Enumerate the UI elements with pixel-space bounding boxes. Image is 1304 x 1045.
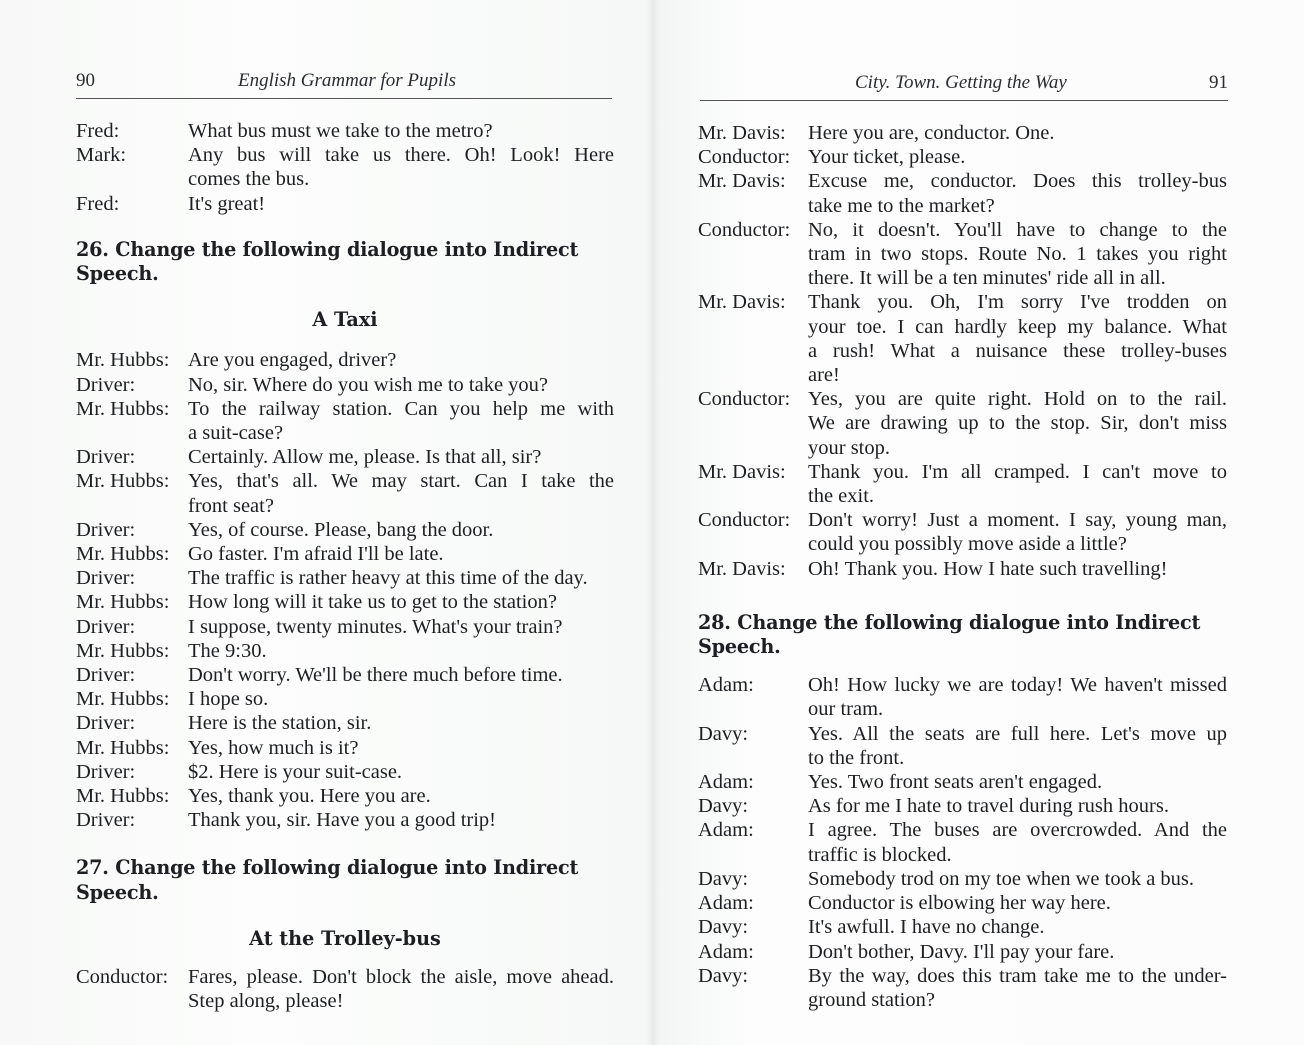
speech-text: Go faster. I'm afraid I'll be late. [188,543,444,566]
speaker-name: Driver: [76,615,136,638]
speech-text: By the way, does this tram take me to the under- [808,964,1227,987]
speaker-indent [698,315,808,339]
speech-text: The traffic is rather heavy at this time of the day. [188,567,588,590]
speech-text: Step along, please! [188,990,344,1013]
speech-text: Here you are, conductor. One. [808,122,1055,144]
speech-text: Thank you. I'm all cramped. I can't move to [808,460,1227,483]
speaker-indent [698,194,808,218]
dialogue-line [698,290,1227,314]
speaker-name: Conductor: [698,509,791,532]
dialogue-line [76,348,614,372]
dialogue-line [76,760,614,784]
dialogue-line [698,940,1227,964]
speech-text: our tram. [808,698,884,721]
running-title: English Grammar for Pupils [238,70,456,91]
speaker-name: Adam: [698,674,754,697]
intro-dialogue [76,119,614,216]
tram-dialogue [698,673,1227,1012]
dialogue-line [698,673,1227,697]
dialogue-line [76,615,614,639]
speech-text: I suppose, twenty minutes. What's your train? [188,615,563,638]
speech-text: Yes. All the seats are full here. Let's move up [808,722,1227,745]
header-rule [700,100,1228,101]
exercise-28-heading: 28. Change the following dialogue into Indirect Speech. [698,610,1201,659]
dialogue-line [698,964,1227,988]
dialogue-line [76,989,614,1013]
dialogue-line [76,736,614,760]
speaker-indent [698,436,808,460]
speaker-name: Mr. Davis: [698,291,786,314]
speech-text: As for me I hate to travel during rush hours. [808,795,1169,818]
dialogue-line [698,387,1227,411]
speaker-name: Mr. Hubbs: [76,543,170,566]
speaker-name: Fred: [76,120,120,142]
speaker-name: Conductor: [76,966,169,989]
speech-text: Thank you. Oh, I'm sorry I've trodden on [808,291,1227,314]
exercise-27-subtitle: At the Trolley-bus [249,926,441,950]
speaker-indent [698,266,808,290]
speaker-name: Davy: [698,722,749,745]
dialogue-line [698,508,1227,532]
speech-text: there. It will be a ten minutes' ride all in all. [808,267,1166,290]
speech-text: Don't worry! Just a moment. I say, young man, [808,509,1227,532]
dialogue-line [698,697,1227,721]
speaker-name: Driver: [76,809,136,832]
speech-text: To the railway station. Can you help me with [188,397,614,420]
dialogue-line [698,484,1227,508]
exercise-26-heading: 26. Change the following dialogue into Indirect Speech. [76,237,579,286]
speaker-name: Mr. Davis: [698,557,786,580]
speaker-name: Adam: [698,771,754,794]
dialogue-line [698,557,1227,581]
speech-text: What bus must we take to the metro? [188,120,493,142]
dialogue-line [76,965,614,989]
speech-text: Yes, you are quite right. Hold on to the rail. [808,388,1227,411]
speech-text: Here is the station, sir. [188,712,372,735]
speech-text: How long will it take us to get to the station? [188,591,557,614]
speech-text: Fares, please. Don't block the aisle, move ahead. [188,966,614,989]
speech-text: Yes. Two front seats aren't engaged. [808,771,1103,794]
running-title: City. Town. Getting the Way [855,72,1067,93]
speaker-name: Driver: [76,760,136,783]
dialogue-line [698,915,1227,939]
speaker-indent [698,697,808,721]
speech-text: a rush! What a nuisance these trolley-buses [808,339,1227,362]
speaker-name: Mr. Hubbs: [76,349,170,372]
speaker-name: Fred: [76,192,120,215]
speaker-indent [698,532,808,556]
speaker-indent [698,746,808,770]
speech-text: your toe. I can hardly keep my balance. What [808,315,1227,338]
dialogue-line [698,722,1227,746]
dialogue-line [698,988,1227,1012]
right-page-content [698,121,1227,1012]
book-gutter [646,0,660,1045]
page-number: 90 [76,70,95,91]
speech-text: ground station? [808,988,935,1011]
dialogue-line [698,339,1227,363]
speech-text: No, it doesn't. You'll have to change to the [808,218,1227,241]
taxi-dialogue [76,348,614,832]
dialogue-line [76,687,614,711]
dialogue-line [76,469,614,493]
dialogue-line [698,266,1227,290]
speech-text: Your ticket, please. [808,146,966,169]
speaker-indent [698,843,808,867]
dialogue-line [76,373,614,397]
speaker-indent [698,484,808,508]
speaker-indent [698,363,808,387]
speech-text: take me to the market? [808,194,995,217]
dialogue-line [698,794,1227,818]
speaker-name: Mr. Hubbs: [76,688,170,711]
dialogue-line [76,663,614,687]
speaker-indent [698,242,808,266]
speech-text: Yes, how much is it? [188,736,359,759]
speech-text: Excuse me, conductor. Does this trolley-bus [808,170,1227,193]
dialogue-line [76,784,614,808]
exercise-26-subtitle: A Taxi [312,308,378,332]
dialogue-line [76,143,614,167]
dialogue-line [76,639,614,663]
speaker-name: Mr. Davis: [698,170,786,193]
speech-text: We are drawing up to the stop. Sir, don't miss [808,412,1227,435]
speaker-indent [76,989,188,1013]
speech-text: tram in two stops. Route No. 1 takes you right [808,243,1227,266]
dialogue-line [76,542,614,566]
speaker-name: Mr. Hubbs: [76,397,170,420]
dialogue-line [698,218,1227,242]
dialogue-line [698,363,1227,387]
speech-text: your stop. [808,436,890,459]
speaker-indent [76,421,188,445]
speech-text: No, sir. Where do you wish me to take you? [188,373,549,396]
speech-text: Don't bother, Davy. I'll pay your fare. [808,940,1115,963]
dialogue-line [698,436,1227,460]
trolley-bus-dialogue-continued [698,121,1227,581]
speaker-name: Conductor: [698,146,791,169]
dialogue-line [76,711,614,735]
speech-text: Conductor is elbowing her way here. [808,892,1111,915]
trolley-bus-dialogue [76,965,614,1013]
right-page [652,0,1304,1045]
speaker-name: Mark: [76,144,127,167]
speech-text: the exit. [808,485,875,508]
speaker-name: Driver: [76,664,136,687]
speech-text: front seat? [188,494,274,517]
speaker-name: Driver: [76,446,136,469]
dialogue-line [698,169,1227,193]
dialogue-line [76,518,614,542]
speech-text: I hope so. [188,688,269,711]
dialogue-line [76,192,614,216]
speaker-indent [76,494,188,518]
dialogue-line [76,445,614,469]
speaker-name: Davy: [698,916,749,939]
speaker-name: Adam: [698,940,754,963]
speaker-name: Davy: [698,795,749,818]
speech-text: I agree. The buses are overcrowded. And the [808,819,1227,842]
speech-text: Are you engaged, driver? [188,349,397,372]
dialogue-line [698,121,1227,145]
page-number: 91 [1209,72,1228,93]
dialogue-line [698,145,1227,169]
dialogue-line [698,867,1227,891]
dialogue-line [76,494,614,518]
speaker-name: Driver: [76,518,136,541]
speaker-name: Mr. Hubbs: [76,736,170,759]
speaker-name: Davy: [698,964,749,987]
dialogue-line [76,590,614,614]
speaker-name: Mr. Hubbs: [76,470,170,493]
speech-text: Yes, thank you. Here you are. [188,785,431,808]
speaker-name: Mr. Hubbs: [76,591,170,614]
speaker-name: Conductor: [698,218,791,241]
left-page-content [76,119,614,1014]
dialogue-line [698,891,1227,915]
speech-text: a suit-case? [188,422,284,445]
speech-text: The 9:30. [188,639,267,662]
speech-text: It's great! [188,192,266,215]
speech-text: to the front. [808,746,905,769]
speaker-name: Driver: [76,373,136,396]
speech-text: Oh! Thank you. How I hate such travelling! [808,557,1168,580]
speech-text: Oh! How lucky we are today! We haven't missed [808,674,1227,697]
dialogue-line [698,460,1227,484]
dialogue-line [76,421,614,445]
speaker-indent [76,167,188,191]
speaker-name: Mr. Hubbs: [76,785,170,808]
dialogue-line [76,808,614,832]
dialogue-line [698,532,1227,556]
speaker-name: Mr. Hubbs: [76,639,170,662]
dialogue-line [76,566,614,590]
header-rule [76,98,612,99]
exercise-27-heading: 27. Change the following dialogue into Indirect Speech. [76,856,579,904]
dialogue-line [698,770,1227,794]
speaker-name: Driver: [76,712,136,735]
dialogue-line [698,843,1227,867]
dialogue-line [698,818,1227,842]
speech-text: are! [808,364,840,387]
dialogue-line [698,411,1227,435]
dialogue-line [698,315,1227,339]
speech-text: Certainly. Allow me, please. Is that all, sir? [188,446,542,469]
speaker-indent [698,411,808,435]
dialogue-line [698,194,1227,218]
speech-text: $2. Here is your suit-case. [188,760,403,783]
speech-text: Don't worry. We'll be there much before time. [188,664,563,687]
speech-text: Yes, of course. Please, bang the door. [188,518,494,541]
speaker-name: Mr. Davis: [698,122,786,144]
speech-text: Somebody trod on my toe when we took a bus. [808,867,1195,890]
speech-text: traffic is blocked. [808,843,952,866]
speaker-name: Adam: [698,819,754,842]
speaker-name: Conductor: [698,388,791,411]
speech-text: comes the bus. [188,168,310,191]
speech-text: Yes, that's all. We may start. Can I take the [188,470,614,493]
dialogue-line [698,746,1227,770]
speaker-name: Mr. Davis: [698,460,786,483]
dialogue-line [76,119,614,143]
dialogue-line [76,167,614,191]
speaker-indent [698,988,808,1012]
speaker-name: Driver: [76,567,136,590]
speaker-indent [698,339,808,363]
speech-text: It's awfull. I have no change. [808,916,1045,939]
speaker-name: Davy: [698,867,749,890]
dialogue-line [698,242,1227,266]
speech-text: Any bus will take us there. Oh! Look! Here [188,144,614,167]
speech-text: could you possibly move aside a little? [808,533,1127,556]
speech-text: Thank you, sir. Have you a good trip! [188,809,497,832]
speaker-name: Adam: [698,892,754,915]
dialogue-line [76,397,614,421]
